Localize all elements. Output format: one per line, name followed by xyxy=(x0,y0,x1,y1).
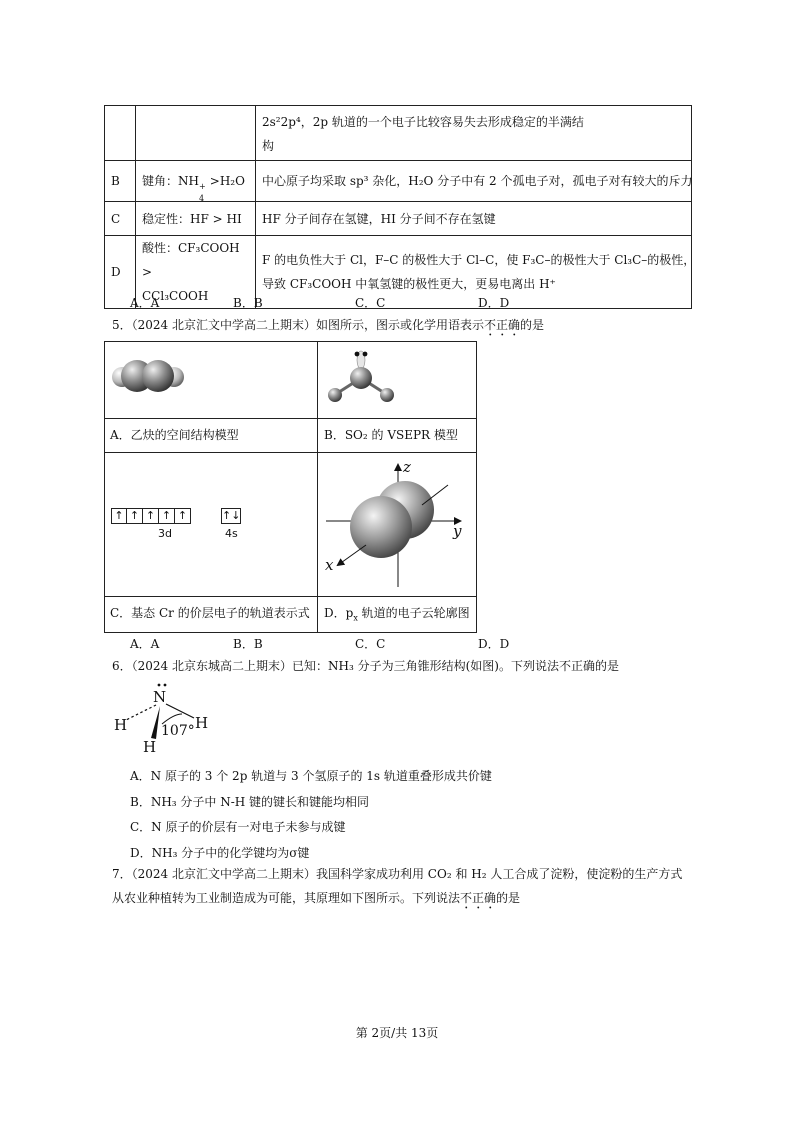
bond-angle-label: 107° xyxy=(161,723,195,739)
lone-pair-dot xyxy=(158,684,161,687)
q4-row-b-prop-post: >H₂O xyxy=(205,174,245,188)
q7-stem-pre: 从农业种植转为工业制造成为可能，其原理如下图所示。下列说法 xyxy=(112,891,461,905)
orbital-lobe-front xyxy=(350,496,412,558)
q5-stem-emph: 不正确 xyxy=(484,318,521,332)
orbital-4s-boxes xyxy=(221,508,241,524)
atom-h-label-right: H xyxy=(195,714,209,732)
orbital-box: ↑ xyxy=(143,508,159,524)
axis-z-label: z xyxy=(403,458,411,476)
q5-grid-hline1 xyxy=(104,418,477,419)
lone-pair-dot xyxy=(164,684,167,687)
q5-option-b[interactable]: B．B xyxy=(233,637,263,651)
q4-row-d-reason xyxy=(256,236,696,309)
q4-row-d-label: D xyxy=(105,236,136,309)
so2-vsepr-model-image xyxy=(322,346,402,408)
axis-y-label: y xyxy=(453,522,462,540)
orbital-3d-boxes xyxy=(111,508,191,524)
nh3-structure-image xyxy=(110,682,220,757)
c-atom-right xyxy=(142,360,174,392)
q7-stem-line1: 7．（2024 北京汇文中学高二上期末）我国科学家成功利用 CO₂ 和 H₂ 人工合成了淀粉，使淀粉的生产方式 xyxy=(112,867,683,881)
q5-caption-c: C．基态 Cr 的价层电子的轨道表示式 xyxy=(110,606,310,620)
q4-row-a-reason xyxy=(256,106,692,161)
o-atom-left xyxy=(328,388,342,402)
q5-caption-b: B．SO₂ 的 VSEPR 模型 xyxy=(324,428,458,442)
q4-row-c-label: C xyxy=(105,202,136,236)
q4-row-b-reason: 中心原子均采取 sp³ 杂化，H₂O 分子中有 2 个孤电子对，孤电子对有较大的斥力 xyxy=(256,161,692,202)
s-atom xyxy=(350,367,372,389)
q5-caption-d xyxy=(324,604,470,621)
x-axis xyxy=(338,545,366,565)
q4-option-a[interactable]: A．A xyxy=(130,296,160,310)
q4-option-c[interactable]: C．C xyxy=(355,296,386,310)
lone-pair-electron xyxy=(363,352,368,357)
q5-option-c[interactable]: C．C xyxy=(355,637,386,651)
atom-h-label-left: H xyxy=(114,716,128,734)
q5-caption-d-post: 轨道的电子云轮廓图 xyxy=(357,606,470,620)
orbital-box: ↑↓ xyxy=(222,509,241,522)
q5-option-a[interactable]: A．A xyxy=(130,637,160,651)
orbital-box: ↑ xyxy=(111,508,127,524)
q4-row-a-label xyxy=(105,106,136,161)
acetylene-model-image xyxy=(108,355,188,399)
page-number: 第 2页/共 13页 xyxy=(355,1026,439,1040)
orbital-box: ↑ xyxy=(159,508,175,524)
q5-stem xyxy=(112,318,544,339)
q4-row-a-prop xyxy=(136,106,256,161)
q4-row-b xyxy=(105,161,692,202)
q5-caption-d-sub: x xyxy=(353,613,358,623)
q7-stem-line2 xyxy=(112,891,520,912)
q4-option-b[interactable]: B．B xyxy=(233,296,263,310)
q4-row-d-prop2: CCl₃COOH xyxy=(142,289,209,303)
q4-table xyxy=(104,105,696,309)
atom-n-label: N xyxy=(153,688,167,706)
q5-option-d[interactable]: D．D xyxy=(478,637,510,651)
q7-stem-emph: 不正确 xyxy=(460,891,497,905)
q5-caption-a: A．乙炔的空间结构模型 xyxy=(110,428,239,442)
q6-option-b[interactable]: B．NH₃ 分子中 N-H 键的键长和键能均相同 xyxy=(130,795,370,809)
q6-option-a[interactable]: A．N 原子的 3 个 2p 轨道与 3 个氢原子的 1s 轨道重叠形成共价键 xyxy=(130,769,492,783)
atom-h-label-bottom: H xyxy=(143,738,157,756)
q4-row-d-reason1: F 的电负性大于 Cl，F–C 的极性大于 Cl–C，使 F₃C–的极性大于 Cl₃C–的极性， xyxy=(262,253,696,267)
label-3d: 3d xyxy=(158,527,172,540)
q6-option-d[interactable]: D．NH₃ 分子中的化学键均为σ键 xyxy=(130,846,310,860)
o-atom-right xyxy=(380,388,394,402)
q4-row-a-text1: 2s²2p⁴，2p 轨道的一个电子比较容易失去形成稳定的半满结 xyxy=(262,115,584,129)
orbital-box: ↑ xyxy=(175,508,191,524)
q5-stem-pre: 5．（2024 北京汇文中学高二上期末）如图所示，图示或化学用语表示 xyxy=(112,318,484,332)
q5-stem-post: 的是 xyxy=(520,318,545,332)
q4-option-d[interactable]: D．D xyxy=(478,296,510,310)
nh-bond-right xyxy=(166,704,194,718)
q4-row-c-reason: HF 分子间存在氢键，HI 分子间不存在氢键 xyxy=(256,202,692,236)
q5-grid-hline3 xyxy=(104,596,477,597)
q4-row-c xyxy=(105,202,692,236)
q4-row-a xyxy=(105,106,692,161)
label-4s: 4s xyxy=(225,527,238,540)
q4-row-c-prop: 稳定性：HF > HI xyxy=(136,202,256,236)
orbital-box: ↑ xyxy=(127,508,143,524)
q4-row-d-prop1: 酸性：CF₃COOH > xyxy=(142,241,240,279)
nh-bond-dashed xyxy=(126,705,156,720)
q6-option-c[interactable]: C．N 原子的价层有一对电子未参与成键 xyxy=(130,820,346,834)
q6-stem: 6．（2024 北京东城高二上期末）已知：NH₃ 分子为三角锥形结构(如图)。下列说法不正确的是 xyxy=(112,659,619,673)
lone-pair-electron xyxy=(355,352,360,357)
q7-stem-post: 的是 xyxy=(496,891,521,905)
q4-row-b-label: B xyxy=(105,161,136,202)
q4-row-d xyxy=(105,236,692,309)
axis-x-label: x xyxy=(325,556,334,574)
nh-bond-wedge xyxy=(151,706,160,739)
q4-row-b-prop: 键角：NH + 4 >H₂O xyxy=(136,161,256,202)
q5-caption-d-pre: D．p xyxy=(324,606,354,620)
q4-row-b-prop-pre: 键角：NH xyxy=(142,174,199,188)
q4-row-d-reason2: 导致 CF₃COOH 中氧氢键的极性更大，更易电离出 H⁺ xyxy=(262,277,556,291)
q4-row-a-text2: 构 xyxy=(262,139,275,153)
